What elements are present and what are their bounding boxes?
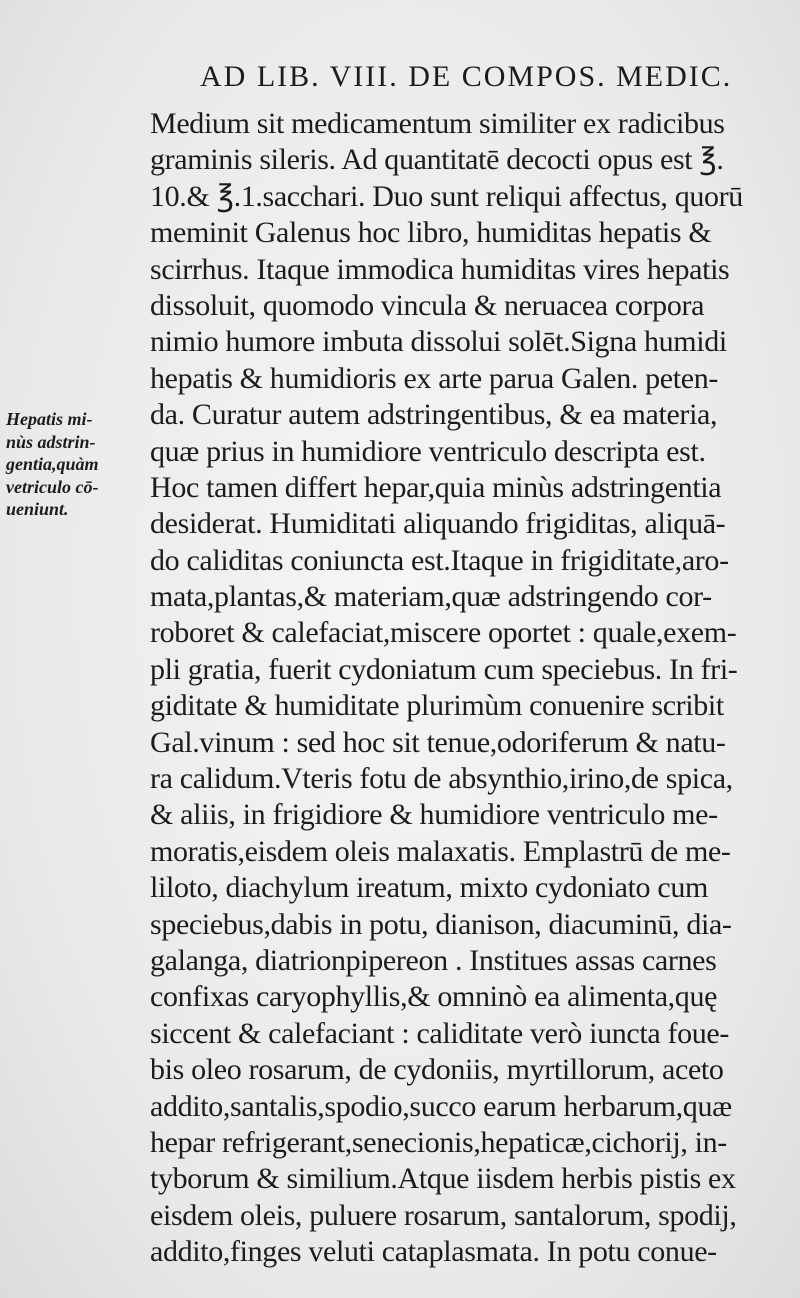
text-line: galanga, diatrionpipereon . Institues assas carnes bbox=[150, 943, 717, 977]
text-line: & aliis, in frigidiore & humidiore ventriculo me- bbox=[150, 798, 718, 832]
text-line: tyborum & similium.Atque iisdem herbis pistis ex bbox=[150, 1162, 736, 1196]
text-line: bis oleo rosarum, de cydoniis, myrtillorum, aceto bbox=[150, 1053, 724, 1087]
text-line: hepar refrigerant,senecionis,hepaticæ,cichorij, in- bbox=[150, 1125, 727, 1159]
text-line: mata,plantas,& materiam,quæ adstringendo cor- bbox=[150, 580, 712, 614]
running-header: AD LIB. VIII. DE COMPOS. MEDIC. bbox=[200, 60, 733, 93]
text-line: addito,santalis,spodio,succo earum herbarum,quæ bbox=[150, 1089, 732, 1123]
text-line: eisdem oleis, puluere rosarum, santalorum, spodij, bbox=[150, 1198, 737, 1232]
text-line: Gal.vinum : sed hoc sit tenue,odoriferum & natu- bbox=[150, 725, 726, 759]
text-line: desiderat. Humiditati aliquando frigiditas, aliquā- bbox=[150, 507, 726, 541]
margin-note-line: vetriculo cō- bbox=[6, 476, 99, 497]
text-line: Hoc tamen differt hepar,quia minùs adstringentia bbox=[150, 470, 722, 504]
text-line: siccent & calefaciant : caliditate verò iuncta foue- bbox=[150, 1016, 729, 1050]
text-line: graminis sileris. Ad quantitatē decocti opus est ℥. bbox=[150, 143, 724, 177]
text-line: 10.& ℥.1.sacchari. Duo sunt reliqui affectus, quorū bbox=[150, 179, 743, 213]
text-line: dissoluit, quomodo vincula & neruacea corpora bbox=[150, 288, 705, 322]
body-text bbox=[150, 106, 780, 1271]
text-line: addito,finges veluti cataplasmata. In potu conue- bbox=[150, 1235, 717, 1269]
text-line: nimio humore imbuta dissolui solēt.Signa humidi bbox=[150, 325, 727, 359]
text-line: moratis,eisdem oleis malaxatis. Emplastrū de me- bbox=[150, 834, 731, 868]
text-line: pli gratia, fuerit cydoniatum cum speciebus. In fri- bbox=[150, 652, 738, 686]
margin-note-line: ueniunt. bbox=[6, 499, 69, 519]
text-line: da. Curatur autem adstringentibus, & ea materia, bbox=[150, 398, 718, 432]
margin-note-line: Hepatis mi- bbox=[6, 409, 93, 429]
margin-note-line: gentia,quàm bbox=[6, 454, 99, 474]
text-line: meminit Galenus hoc libro, humiditas hepatis & bbox=[150, 216, 712, 250]
text-line: hepatis & humidioris ex arte parua Galen. peten- bbox=[150, 361, 718, 395]
text-line: confixas caryophyllis,& omninò ea alimenta,quę bbox=[150, 980, 718, 1014]
text-line: scirrhus. Itaque immodica humiditas vires hepatis bbox=[150, 252, 730, 286]
text-line: speciebus,dabis in potu, dianison, diacuminū, dia- bbox=[150, 907, 732, 941]
text-line: giditate & humiditate plurimùm conuenire scribit bbox=[150, 689, 724, 723]
text-line: ra calidum.Vteris fotu de absynthio,irino,de spica, bbox=[150, 762, 733, 796]
text-line: Medium sit medicamentum similiter ex radicibus bbox=[150, 107, 725, 140]
text-line: liloto, diachylum ireatum, mixto cydoniato cum bbox=[150, 871, 708, 905]
text-line: quæ prius in humidiore ventriculo descripta est. bbox=[150, 434, 706, 468]
margin-note bbox=[6, 408, 146, 521]
text-line: do caliditas coniuncta est.Itaque in frigiditate,aro- bbox=[150, 543, 729, 577]
text-line: roboret & calefaciat,miscere oportet : quale,exem- bbox=[150, 616, 737, 650]
margin-note-line: nùs adstrin- bbox=[6, 431, 96, 452]
